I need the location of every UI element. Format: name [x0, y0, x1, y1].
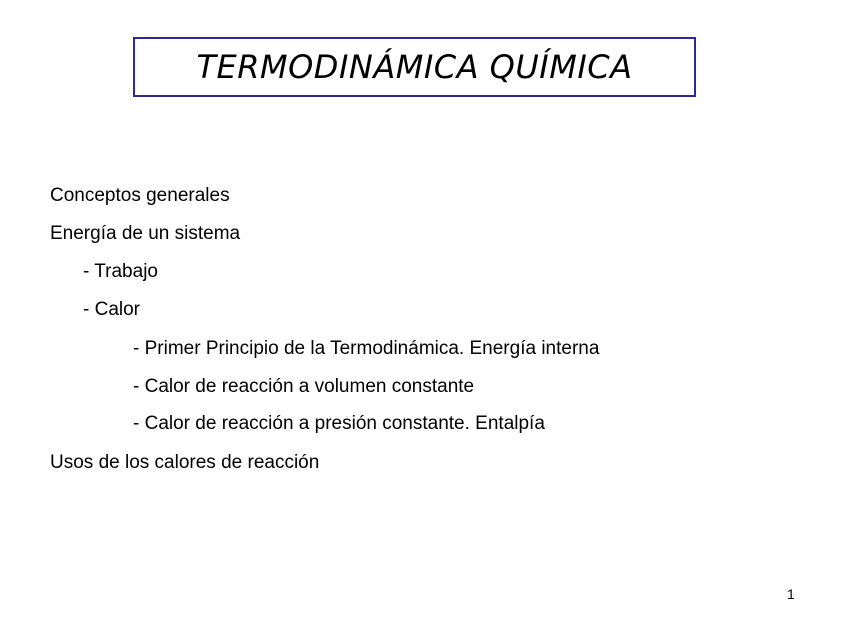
- outline-item: Energía de un sistema: [50, 223, 241, 244]
- page-number: 1: [787, 586, 795, 602]
- outline-subitem: - Trabajo: [83, 261, 158, 282]
- outline-subitem: - Calor: [83, 299, 141, 320]
- outline-item: Conceptos generales: [50, 185, 230, 206]
- slide-title: TERMODINÁMICA QUÍMICA: [196, 48, 633, 86]
- outline-item: Usos de los calores de reacción: [50, 452, 320, 473]
- outline-subsubitem: - Calor de reacción a presión constante. Entalpía: [133, 413, 545, 434]
- outline-subsubitem: - Primer Principio de la Termodinámica. Energía interna: [133, 338, 600, 359]
- outline-subsubitem: - Calor de reacción a volumen constante: [133, 376, 475, 397]
